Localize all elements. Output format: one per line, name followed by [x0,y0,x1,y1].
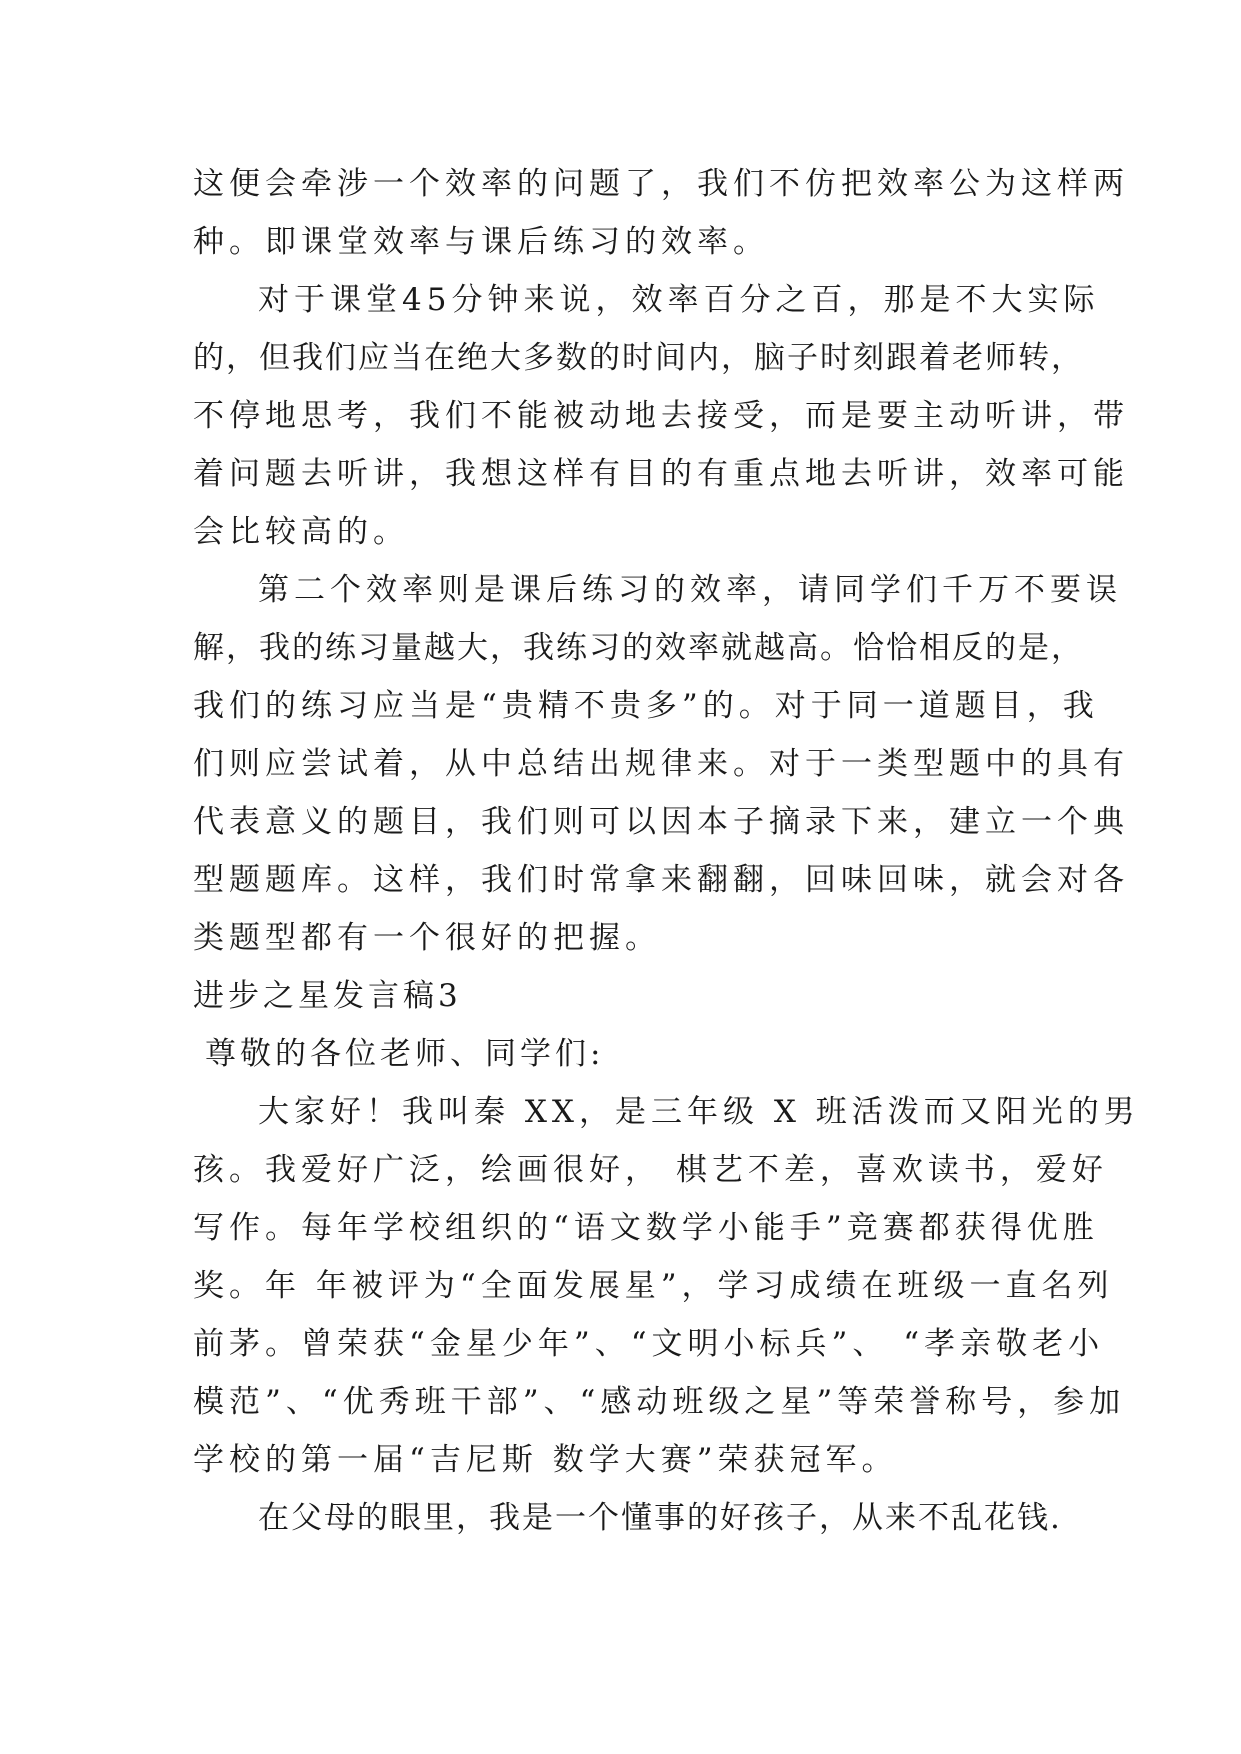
paragraph-line: 这便会牵涉一个效率的问题了，我们不仿把效率公为这样两 [193,166,1129,202]
paragraph-line: 的，但我们应当在绝大多数的时间内，脑子时刻跟着老师转， [193,340,1084,376]
paragraph-line: 第二个效率则是课后练习的效率，请同学们千万不要误 [258,572,1122,608]
paragraph-line: 奖。年 年被评为“全面发展星”，学习成绩在班级一直名列 [193,1268,1114,1304]
paragraph-line: 学校的第一届“吉尼斯 数学大赛”荣获冠军。 [193,1442,898,1478]
paragraph-line: 孩。我爱好广泛，绘画很好， 棋艺不差，喜欢读书，爱好 [193,1152,1108,1188]
paragraph-line: 前茅。曾荣获“金星少年”、“文明小标兵”、 “孝亲敬老小 [193,1326,1105,1362]
paragraph-line: 型题题库。这样，我们时常拿来翻翻，回味回味，就会对各 [193,862,1129,898]
paragraph-line: 代表意义的题目，我们则可以因本子摘录下来，建立一个典 [193,804,1129,840]
section-heading: 进步之星发言稿3 [193,978,462,1014]
paragraph-line: 着问题去听讲，我想这样有目的有重点地去听讲，效率可能 [193,456,1129,492]
paragraph-line: 不停地思考，我们不能被动地去接受，而是要主动听讲，带 [193,398,1129,434]
paragraph-line: 会比较高的。 [193,514,409,550]
paragraph-line: 大家好！我叫秦 XX，是三年级 X 班活泼而又阳光的男 [258,1094,1140,1130]
paragraph-line: 我们的练习应当是“贵精不贵多”的。对于同一道题目，我 [193,688,1099,724]
paragraph-line: 模范”、“优秀班干部”、“感动班级之星”等荣誉称号，参加 [193,1384,1126,1420]
paragraph-line: 写作。每年学校组织的“语文数学小能手”竞赛都获得优胜 [193,1210,1099,1246]
paragraph-line: 对于课堂45分钟来说，效率百分之百，那是不大实际 [258,282,1100,318]
salutation: 尊敬的各位老师、同学们: [205,1036,605,1072]
paragraph-line: 类题型都有一个很好的把握。 [193,920,661,956]
paragraph-line: 种。即课堂效率与课后练习的效率。 [193,224,769,260]
paragraph-line: 解，我的练习量越大，我练习的效率就越高。恰恰相反的是， [193,630,1084,666]
paragraph-line: 们则应尝试着，从中总结出规律来。对于一类型题中的具有 [193,746,1129,782]
paragraph-line: 在父母的眼里，我是一个懂事的好孩子，从来不乱花钱. [258,1500,1062,1536]
